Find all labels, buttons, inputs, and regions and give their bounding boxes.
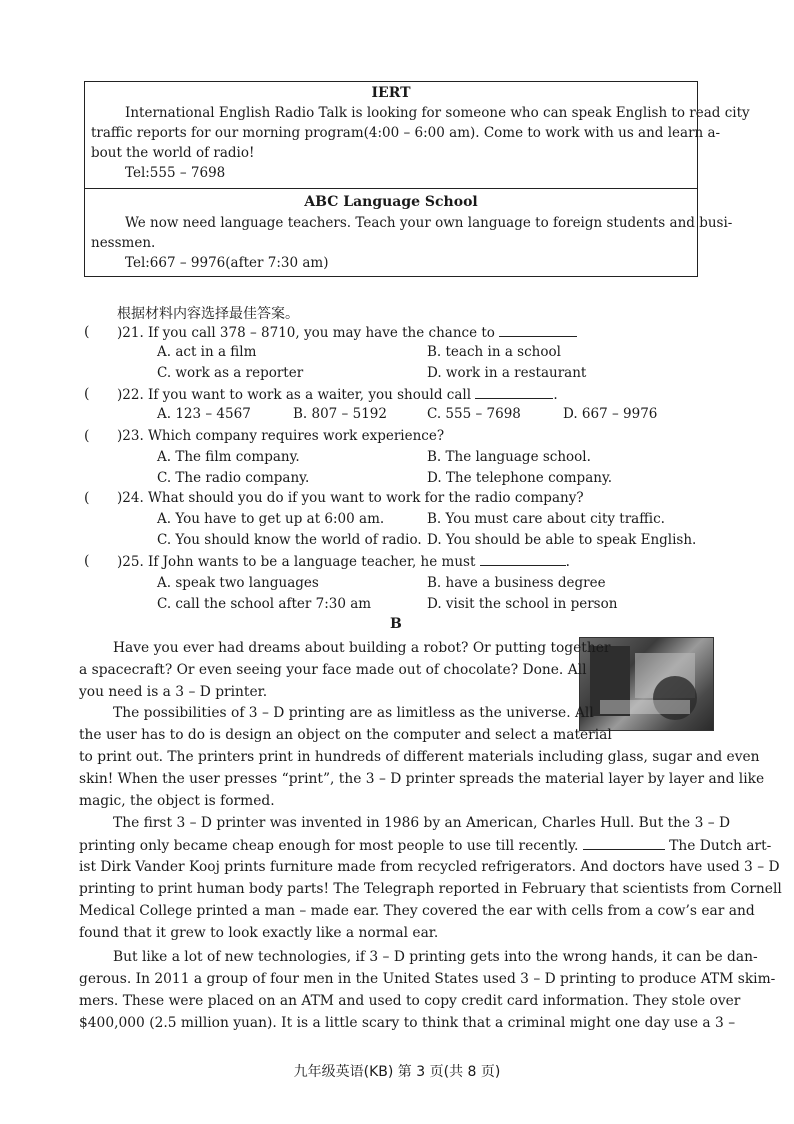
option: A. act in a film xyxy=(157,344,257,360)
ad-divider xyxy=(85,188,697,189)
option: D. The telephone company. xyxy=(427,470,613,486)
option: C. You should know the world of radio. xyxy=(157,532,422,548)
option: B. have a business degree xyxy=(427,575,606,591)
passage-line: Medical College printed a man – made ear. They covered the ear with cells from a cow’s ear and xyxy=(79,903,755,919)
question-text: )23. Which company requires work experience? xyxy=(117,428,445,444)
passage-line: Have you ever had dreams about building a robot? Or putting together xyxy=(113,640,611,656)
option: B. 807 – 5192 xyxy=(293,406,387,422)
answer-paren: ( xyxy=(84,428,90,444)
passage-line: The first 3 – D printer was invented in 1986 by an American, Charles Hull. But the 3 – D xyxy=(113,815,731,831)
passage-line: a spacecraft? Or even seeing your face made out of chocolate? Done. All xyxy=(79,662,587,678)
passage-line: magic, the object is formed. xyxy=(79,793,275,809)
answer-paren: ( xyxy=(84,490,90,506)
ad-iert-line: bout the world of radio! xyxy=(91,145,255,161)
passage-line: $400,000 (2.5 million yuan). It is a little scary to think that a criminal might one day use a 3 – xyxy=(79,1015,736,1031)
option: B. You must care about city traffic. xyxy=(427,511,665,527)
passage-line: printing only became cheap enough for most people to use till recently. The Dutch art- xyxy=(79,838,772,854)
option: B. The language school. xyxy=(427,449,591,465)
answer-paren: ( xyxy=(84,553,90,569)
option: C. The radio company. xyxy=(157,470,310,486)
ad-table xyxy=(84,81,750,277)
ad-abc-line: We now need language teachers. Teach your own language to foreign students and busi- xyxy=(125,215,733,231)
option: D. work in a restaurant xyxy=(427,365,587,381)
passage-line: ist Dirk Vander Kooj prints furniture made from recycled refrigerators. And doctors have used 3 – D xyxy=(79,859,780,875)
option: C. call the school after 7:30 am xyxy=(157,596,372,612)
option: A. 123 – 4567 xyxy=(157,406,251,422)
option: D. visit the school in person xyxy=(427,596,618,612)
option: C. work as a reporter xyxy=(157,365,304,381)
question-text: )24. What should you do if you want to work for the radio company? xyxy=(117,490,584,506)
question-text: )25. If John wants to be a language teacher, he must . xyxy=(117,554,570,570)
option: C. 555 – 7698 xyxy=(427,406,521,422)
ad-abc-line: nessmen. xyxy=(91,235,156,251)
passage-line: mers. These were placed on an ATM and used to copy credit card information. They stole over xyxy=(79,993,741,1009)
passage-line: But like a lot of new technologies, if 3 – D printing gets into the wrong hands, it can be dan- xyxy=(113,949,758,965)
question-text: )22. If you want to work as a waiter, you should call . xyxy=(117,387,558,403)
ad-abc-phone: Tel:667 – 9976(after 7:30 am) xyxy=(125,255,329,271)
passage-line: you need is a 3 – D printer. xyxy=(79,684,268,700)
ad-iert-title: IERT xyxy=(371,85,411,101)
passage-line: found that it grew to look exactly like a normal ear. xyxy=(79,925,439,941)
option: B. teach in a school xyxy=(427,344,561,360)
ad-iert-line: traffic reports for our morning program(4:00 – 6:00 am). Come to work with us and learn a- xyxy=(91,125,721,141)
option: D. 667 – 9976 xyxy=(563,406,658,422)
section-b-title: B xyxy=(390,616,402,632)
instruction: 根据材料内容选择最佳答案。 xyxy=(117,306,299,322)
answer-paren: ( xyxy=(84,324,90,340)
passage-line: skin! When the user presses “print”, the 3 – D printer spreads the material layer by layer and like xyxy=(79,771,765,787)
passage-line: The possibilities of 3 – D printing are as limitless as the universe. All xyxy=(113,705,594,721)
passage-line: the user has to do is design an object on the computer and select a material xyxy=(79,727,612,743)
ad-abc-title: ABC Language School xyxy=(304,194,478,210)
option: A. You have to get up at 6:00 am. xyxy=(157,511,385,527)
ad-iert-line: International English Radio Talk is looking for someone who can speak English to read city xyxy=(125,105,750,121)
passage-line: to print out. The printers print in hundreds of different materials including glass, sugar and even xyxy=(79,749,760,765)
option: A. speak two languages xyxy=(157,575,319,591)
option: D. You should be able to speak English. xyxy=(427,532,697,548)
passage-line: printing to print human body parts! The Telegraph reported in February that scientists from Cornell xyxy=(79,881,782,897)
question-text: )21. If you call 378 – 8710, you may have the chance to xyxy=(117,324,577,341)
ad-iert-phone: Tel:555 – 7698 xyxy=(125,165,226,181)
passage-line: gerous. In 2011 a group of four men in the United States used 3 – D printing to produce ATM skim- xyxy=(79,971,776,987)
answer-paren: ( xyxy=(84,386,90,402)
page-footer: 九年级英语(KB) 第 3 页(共 8 页) xyxy=(293,1064,501,1080)
option: A. The film company. xyxy=(157,449,300,465)
